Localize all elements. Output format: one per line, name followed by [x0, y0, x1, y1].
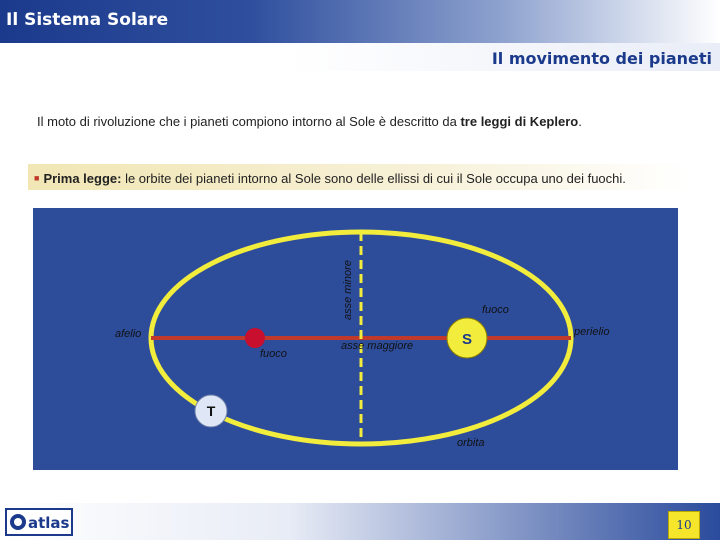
kepler-diagram	[33, 208, 678, 470]
aphelion-label: afelio	[115, 328, 142, 340]
logo-text: atlas	[28, 514, 70, 532]
earth-label: T	[206, 403, 216, 419]
law-statement	[34, 171, 626, 186]
atlas-logo	[5, 508, 73, 536]
intro-text	[37, 114, 582, 129]
perihelion-label: perielio	[574, 326, 610, 338]
intro-text-end: .	[578, 114, 582, 129]
major-axis-label: asse maggiore	[341, 340, 414, 352]
intro-text-start: Il moto di rivoluzione che i pianeti compiono intorno al Sole è descritto da	[37, 114, 461, 129]
atlas-logo-icon	[7, 510, 71, 534]
footer-bar	[0, 503, 720, 540]
law-text: le orbite dei pianeti intorno al Sole sono delle ellissi di cui il Sole occupa uno dei fuochi.	[121, 171, 626, 186]
focus-right-label: fuoco	[482, 304, 509, 316]
section-title: Il movimento dei pianeti	[491, 49, 712, 68]
sun-label: S	[461, 331, 473, 348]
minor-axis-label: asse minore	[342, 260, 354, 320]
intro-highlight: tre leggi di Keplero	[460, 114, 579, 129]
focus-left-label: fuoco	[260, 348, 287, 360]
page-number: 10	[668, 511, 700, 539]
bullet-icon: ■	[34, 173, 40, 183]
app-title: Il Sistema Solare	[6, 10, 169, 30]
law-title: Prima legge:	[43, 171, 122, 186]
focus-point	[245, 328, 265, 348]
orbit-label: orbita	[457, 437, 485, 449]
